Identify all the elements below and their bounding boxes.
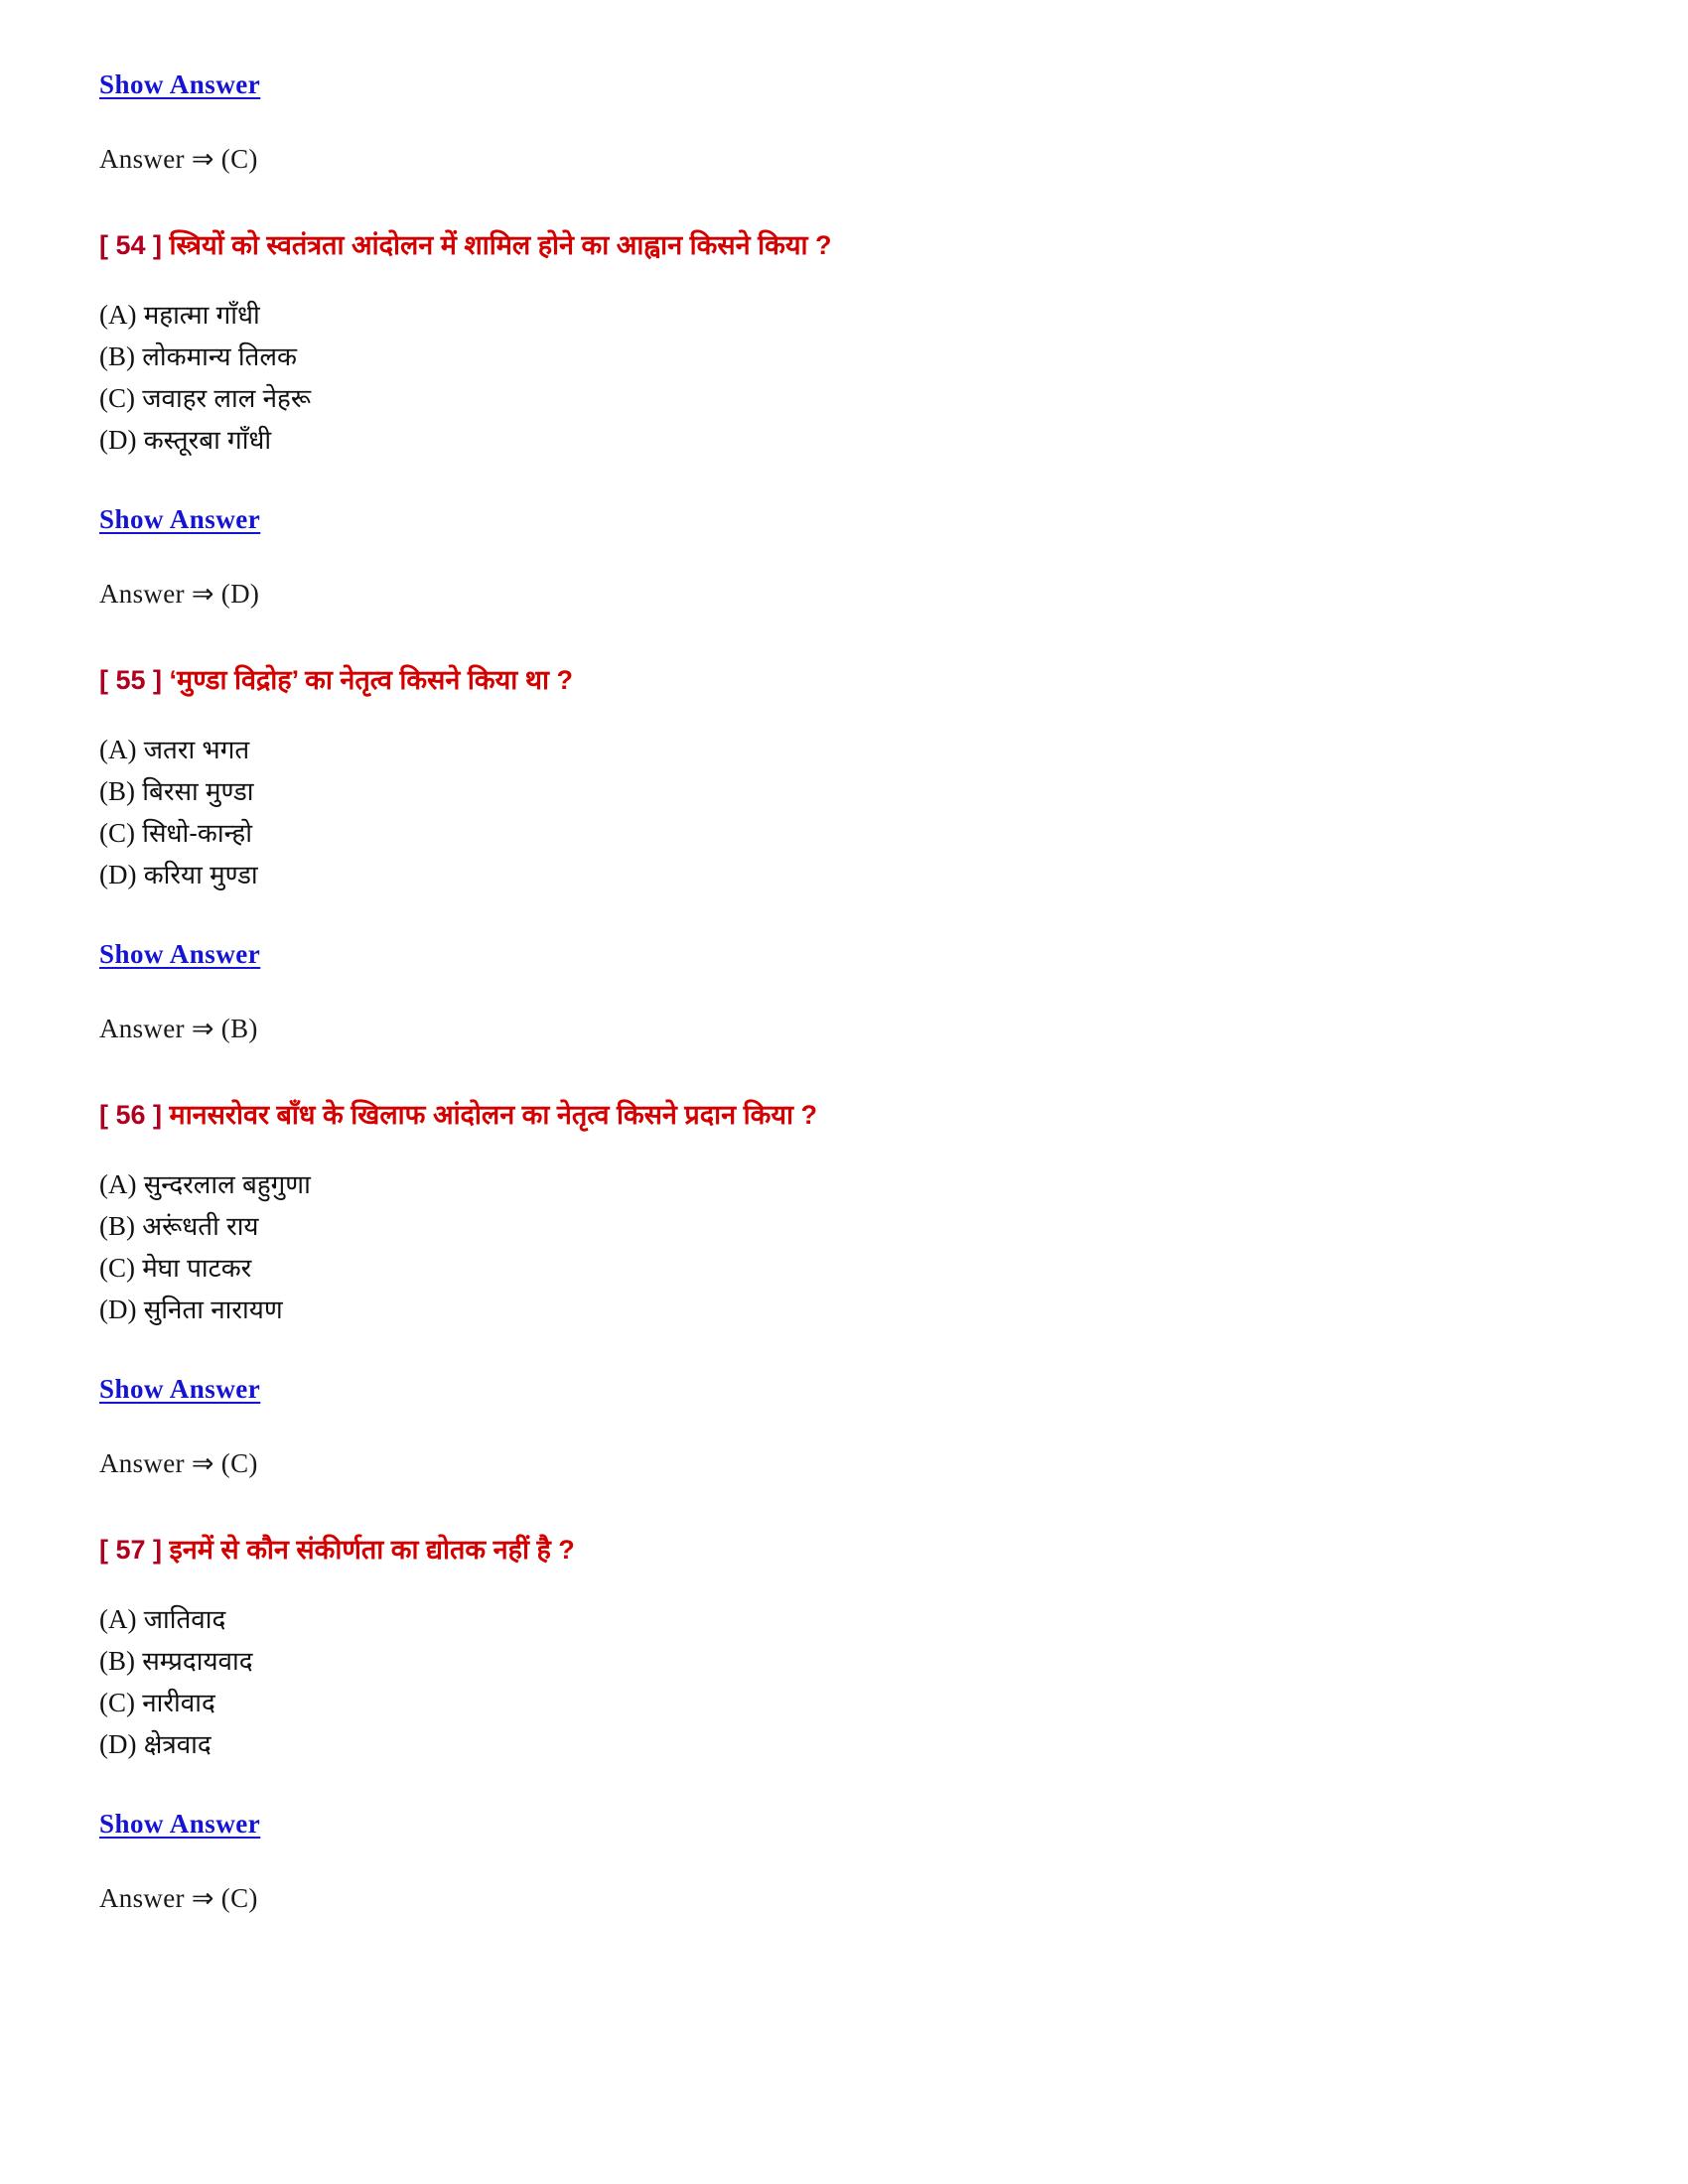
show-answer-link[interactable]: Show Answer (99, 503, 261, 534)
option-item[interactable] (99, 382, 1569, 415)
question-text: इनमें से कौन संकीर्णता का द्योतक नहीं है ? (169, 1534, 575, 1565)
answer-area (99, 939, 1569, 1044)
option-item[interactable] (99, 1728, 1569, 1761)
option-letter: (B) (99, 1210, 135, 1241)
option-letter: (A) (99, 300, 137, 331)
option-label: करिया मुण्डा (143, 859, 258, 889)
option-label: मेघा पाटकर (142, 1252, 252, 1283)
option-letter: (A) (99, 1603, 137, 1634)
option-item[interactable] (99, 734, 1569, 766)
option-letter: (A) (99, 1168, 137, 1199)
question-block (99, 661, 1569, 1044)
options-list (99, 734, 1569, 891)
option-item[interactable] (99, 1603, 1569, 1636)
option-item[interactable] (99, 817, 1569, 850)
option-label: बिरसा मुण्डा (142, 775, 254, 806)
option-label: कस्तूरबा गाँधी (143, 424, 272, 455)
question-text: ‘मुण्डा विद्रोह’ का नेतृत्व किसने किया था ? (169, 664, 574, 695)
option-letter: (B) (99, 341, 135, 372)
option-letter: (D) (99, 1294, 137, 1324)
option-label: सुनिता नारायण (143, 1294, 283, 1324)
option-letter: (C) (99, 817, 135, 848)
option-item[interactable] (99, 1687, 1569, 1719)
option-item[interactable] (99, 1294, 1569, 1326)
option-item[interactable] (99, 341, 1569, 373)
answer-text: Answer ⇒ (C) (99, 144, 258, 174)
question-number: [ 55 ] (99, 664, 163, 695)
question-number: [ 54 ] (99, 230, 163, 260)
options-list (99, 1168, 1569, 1326)
option-letter: (D) (99, 1728, 137, 1759)
option-label: सुन्दरलाल बहुगुणा (143, 1168, 311, 1199)
option-item[interactable] (99, 424, 1569, 457)
option-label: जवाहर लाल नेहरू (142, 383, 312, 414)
option-item[interactable] (99, 1645, 1569, 1678)
option-item[interactable] (99, 1210, 1569, 1243)
answer-area (99, 1374, 1569, 1479)
question-number: [ 57 ] (99, 1534, 163, 1565)
options-list (99, 1603, 1569, 1761)
show-answer-link[interactable]: Show Answer (99, 69, 261, 99)
option-letter: (A) (99, 735, 137, 765)
option-item[interactable] (99, 299, 1569, 332)
option-label: जातिवाद (143, 1603, 226, 1634)
option-label: महात्मा गाँधी (143, 300, 260, 331)
option-item[interactable] (99, 1168, 1569, 1201)
answer-text: Answer ⇒ (C) (99, 1447, 258, 1478)
option-label: सिधो-कान्हो (142, 817, 252, 848)
question-heading (99, 1531, 1569, 1570)
option-label: सम्प्रदायवाद (142, 1645, 253, 1676)
option-label: अरूंधती राय (142, 1210, 259, 1241)
options-list (99, 299, 1569, 457)
leading-answer-block (99, 69, 1569, 175)
question-heading (99, 661, 1569, 700)
option-letter: (B) (99, 775, 135, 806)
question-text: मानसरोवर बाँध के खिलाफ आंदोलन का नेतृत्व किसने प्रदान किया ? (169, 1099, 817, 1130)
question-block (99, 226, 1569, 610)
option-letter: (D) (99, 859, 137, 889)
answer-area (99, 1809, 1569, 1914)
option-label: जतरा भगत (143, 735, 250, 765)
option-item[interactable] (99, 1252, 1569, 1285)
question-block (99, 1531, 1569, 1914)
show-answer-link[interactable]: Show Answer (99, 1373, 261, 1404)
option-letter: (D) (99, 424, 137, 455)
option-letter: (B) (99, 1645, 135, 1676)
option-letter: (C) (99, 383, 135, 414)
answer-text: Answer ⇒ (B) (99, 1013, 258, 1043)
option-label: क्षेत्रवाद (143, 1728, 211, 1759)
option-letter: (C) (99, 1687, 135, 1717)
show-answer-link[interactable]: Show Answer (99, 1808, 261, 1839)
option-label: नारीवाद (142, 1687, 215, 1717)
answer-area (99, 504, 1569, 610)
answer-text: Answer ⇒ (D) (99, 578, 260, 609)
question-heading (99, 226, 1569, 265)
option-item[interactable] (99, 859, 1569, 891)
show-answer-link[interactable]: Show Answer (99, 938, 261, 969)
question-block (99, 1096, 1569, 1479)
option-letter: (C) (99, 1252, 135, 1283)
option-item[interactable] (99, 775, 1569, 808)
answer-text: Answer ⇒ (C) (99, 1882, 258, 1913)
question-heading (99, 1096, 1569, 1135)
option-label: लोकमान्य तिलक (142, 341, 297, 372)
question-number: [ 56 ] (99, 1099, 163, 1130)
question-text: स्त्रियों को स्वतंत्रता आंदोलन में शामिल होने का आह्वान किसने किया ? (169, 230, 832, 260)
